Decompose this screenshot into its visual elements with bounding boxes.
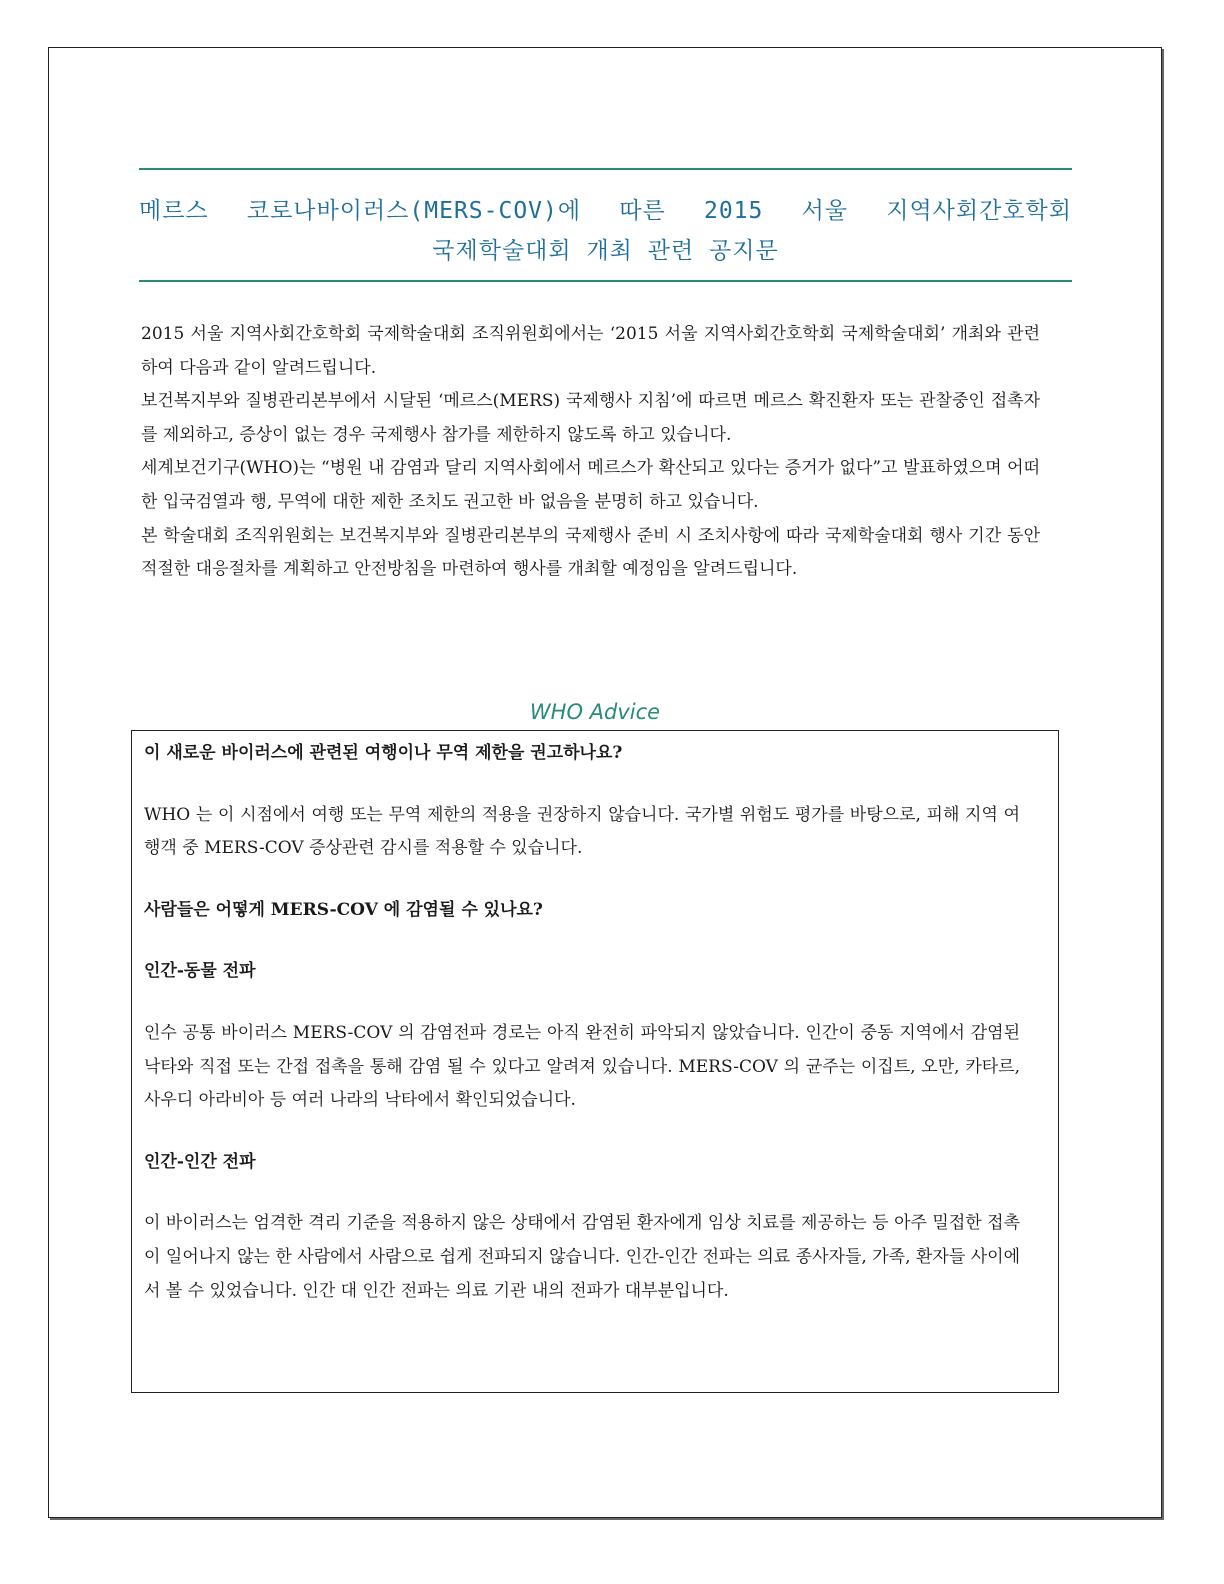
spacer [144, 866, 1020, 894]
answer-animal-human: 인수 공통 바이러스 MERS-COV 의 감염전파 경로는 아직 완전히 파악되지 않았습니다. 인간이 중동 지역에서 감염된 낙타와 직접 또는 간접 접촉을 통해 감염 될 수 있다고 알려져 있습니다. MERS-COV 의 균주는 이집트, 오만, 카타르, 사우디 아라비아 등 여러 나라의 낙타에서 확인되었습니다. [144, 1022, 1020, 1111]
answer-travel-restriction: WHO 는 이 시점에서 여행 또는 무역 제한의 적용을 권장하지 않습니다. 국가별 위험도 평가를 바탕으로, 피해 지역 여행객 중 MERS-COV 증상관련 감시를 적용할 수 있습니다. [144, 804, 1020, 859]
subheading-animal-human: 인간-동물 전파 [144, 961, 256, 982]
who-advice-box [131, 730, 1059, 1393]
question-travel-restriction: 이 새로운 바이러스에 관련된 여행이나 무역 제한을 권고하나요? [144, 743, 623, 763]
spacer [144, 1118, 1020, 1146]
intro-section [141, 318, 1040, 587]
answer-human-human: 이 바이러스는 엄격한 격리 기준을 적용하지 않은 상태에서 감염된 환자에게 임상 치료를 제공하는 등 아주 밀접한 접촉이 일어나지 않는 한 사람에서 사람으로 쉽게 전파되지 않습니다. 인간-인간 전파는 의료 종사자들, 가족, 환자들 사이에서 볼 수 있었습니다. 인간 대 인간 전파는 의료 기관 내의 전파가 대부분입니다. [144, 1213, 1020, 1301]
intro-paragraph-3: 세계보건기구(WHO)는 “병원 내 감염과 달리 지역사회에서 메르스가 확산되고 있다는 증거가 없다”고 발표하였으며 어떠한 입국검열과 행, 무역에 대한 제한 조치도 권고한 바 없음을 분명히 하고 있습니다. [141, 458, 1040, 512]
spacer [144, 989, 1020, 1017]
spacer [144, 771, 1020, 799]
intro-paragraph-2: 보건복지부와 질병관리본부에서 시달된 ‘메르스(MERS) 국제행사 지침’에 따르면 메르스 확진환자 또는 관찰중인 접촉자를 제외하고, 증상이 없는 경우 국제행사 참가를 제한하지 않도록 하고 있습니다. [141, 391, 1040, 445]
intro-paragraph-4: 본 학술대회 조직위원회는 보건복지부와 질병관리본부의 국제행사 준비 시 조치사항에 따라 국제학술대회 행사 기간 동안 적절한 대응절차를 계획하고 안전방침을 마련하여 행사를 개최할 예정임을 알려드립니다. [141, 525, 1040, 580]
who-advice-heading: WHO Advice [529, 700, 661, 724]
title-line-2: 국제학술대회 개최 관련 공지문 [432, 238, 779, 264]
spacer [144, 927, 1020, 955]
title-line-1: 메르스 코로나바이러스(MERS-COV)에 따른 2015 서울 지역사회간호학회 [139, 198, 1072, 224]
intro-paragraph-1: 2015 서울 지역사회간호학회 국제학술대회 조직위원회에서는 ‘2015 서울 지역사회간호학회 국제학술대회’ 개최와 관련하여 다음과 같이 알려드립니다. [141, 324, 1040, 378]
subheading-human-human: 인간-인간 전파 [144, 1151, 256, 1172]
title-block [139, 168, 1072, 282]
who-advice-content [144, 737, 1020, 1308]
spacer [144, 1179, 1020, 1207]
question-infection-route: 사람들은 어떻게 MERS-COV 에 감염될 수 있나요? [144, 899, 543, 920]
